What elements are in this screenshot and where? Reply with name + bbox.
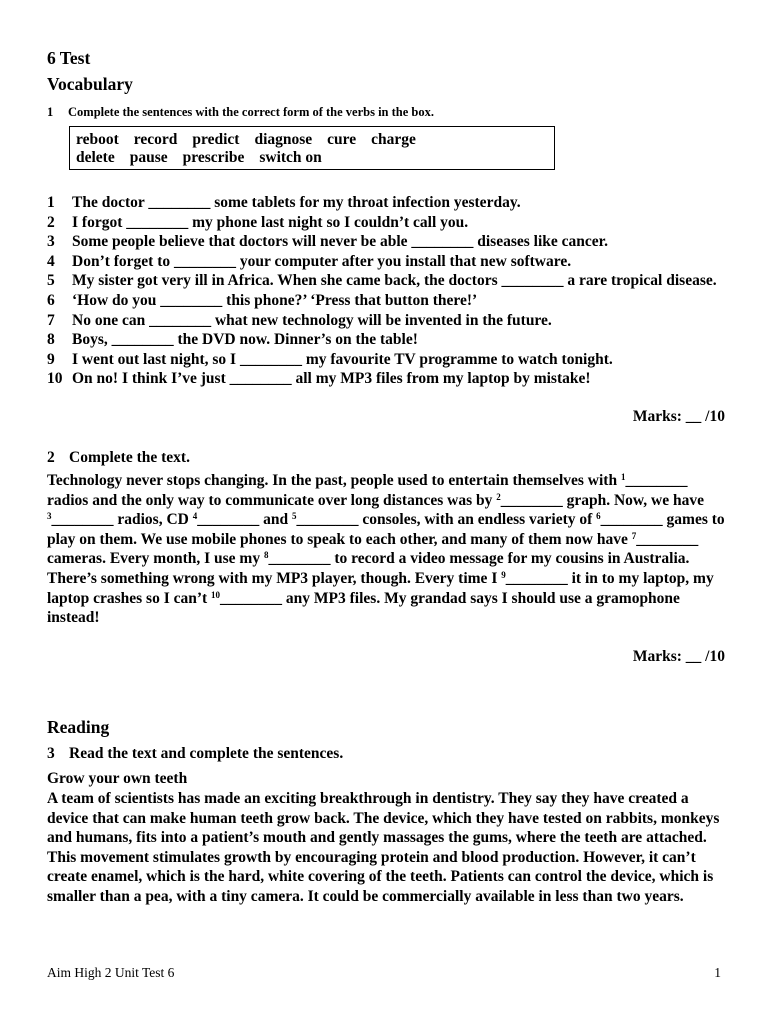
sentence-item bbox=[47, 213, 727, 233]
sentence-number: 5 bbox=[47, 272, 55, 290]
sentence-number: 6 bbox=[47, 291, 55, 309]
word-box-word: switch on bbox=[259, 148, 322, 166]
word-box-word: record bbox=[133, 131, 178, 148]
text-segment: ________ radios and the only way to communicate over long distances was by bbox=[47, 472, 688, 509]
sentence-number: 4 bbox=[47, 252, 55, 270]
gap-number: 9 bbox=[501, 569, 506, 580]
sentence-text: Some people believe that doctors will never be able ________ diseases like cancer. bbox=[72, 233, 608, 251]
gap-number: 7 bbox=[631, 530, 637, 541]
article-body: A team of scientists has made an exciting breakthrough in dentistry. They say they have created a device that can make human teeth grow back. The device, which they have tested on rabbits, monkeys and humans, fits into a patient’s mouth and gently massages the gums, where the teeth are attached. This movement stimulates growth by encouraging protein and blood production. However, it can’t create enamel, which is the hard, white covering of the teeth. Patients can control the device, which is smaller than a pea, with a tiny camera. It could be commercially available in less than two years. bbox=[47, 790, 720, 905]
exercise-1-instruction bbox=[47, 105, 434, 120]
exercise-1-marks: Marks: __ /10 bbox=[632, 408, 725, 425]
text-segment: Technology never stops changing. In the past, people used to entertain themselves with bbox=[47, 472, 621, 489]
sentence-item bbox=[47, 252, 727, 272]
gap-number: 8 bbox=[263, 550, 269, 561]
word-box-word: predict bbox=[192, 131, 240, 148]
sentence-text: On no! I think I’ve just ________ all my MP3 files from my laptop by mistake! bbox=[72, 370, 591, 388]
section-heading-vocabulary: Vocabulary bbox=[47, 74, 133, 94]
word-box-word: delete bbox=[76, 148, 115, 166]
exercise-3-instruction bbox=[47, 745, 343, 763]
gap-number: 3 bbox=[47, 511, 52, 522]
sentence-item bbox=[47, 330, 727, 350]
sentence-text: No one can ________ what new technology will be invented in the future. bbox=[72, 311, 552, 329]
exercise-3-number: 3 bbox=[47, 745, 55, 762]
sentence-text: Don’t forget to ________ your computer after you install that new software. bbox=[72, 252, 572, 270]
text-segment: ________ cameras. Every month, I use my bbox=[47, 530, 699, 568]
exercise-2-marks: Marks: __ /10 bbox=[632, 648, 725, 665]
sentence-item bbox=[47, 232, 727, 252]
sentence-number: 2 bbox=[47, 213, 55, 231]
word-box-row-2 bbox=[76, 149, 548, 167]
sentence-number: 3 bbox=[47, 233, 55, 251]
exercise-2-number: 2 bbox=[47, 449, 55, 466]
exercise-1-sentences bbox=[47, 193, 727, 389]
gap-number: 5 bbox=[291, 511, 297, 522]
sentence-item bbox=[47, 350, 727, 370]
word-box-word: diagnose bbox=[254, 131, 313, 148]
text-segment: ________ games to play on them. We use mobile phones to speak to each other, and many of them now have bbox=[47, 511, 725, 548]
test-title: 6 Test bbox=[47, 48, 91, 68]
gap-number: 4 bbox=[192, 511, 198, 522]
sentence-item bbox=[47, 369, 727, 389]
gap-number: 10 bbox=[211, 589, 221, 600]
sentence-number: 1 bbox=[47, 194, 55, 211]
exercise-3-instruction-text: Read the text and complete the sentences. bbox=[69, 745, 344, 762]
gap-number: 2 bbox=[496, 491, 501, 502]
word-box-word: charge bbox=[371, 131, 416, 148]
sentence-number: 10 bbox=[47, 370, 63, 388]
sentence-item bbox=[47, 311, 727, 331]
sentence-item bbox=[47, 193, 727, 213]
sentence-item bbox=[47, 271, 727, 291]
sentence-text: I forgot ________ my phone last night so I couldn’t call you. bbox=[72, 213, 469, 231]
footer-page-number: 1 bbox=[714, 965, 721, 980]
sentence-number: 8 bbox=[47, 331, 55, 349]
sentence-text: The doctor ________ some tablets for my throat infection yesterday. bbox=[72, 194, 521, 211]
word-box-word: cure bbox=[327, 131, 357, 148]
word-box-word: reboot bbox=[76, 131, 119, 148]
text-segment: ________ graph. Now, we have bbox=[500, 491, 704, 509]
sentence-text: I went out last night, so I ________ my favourite TV programme to watch tonight. bbox=[72, 350, 613, 368]
text-segment: ________ to record a video message for my cousins in Australia. There’s something wrong with my MP3 player, though. Every time I bbox=[47, 550, 690, 587]
worksheet-page bbox=[47, 0, 727, 1024]
gap-number: 6 bbox=[596, 511, 601, 522]
exercise-2-instruction-text: Complete the text. bbox=[69, 449, 190, 466]
word-box-word: pause bbox=[129, 148, 168, 166]
footer-book-title: Aim High 2 Unit Test 6 bbox=[47, 965, 175, 980]
word-box-word: prescribe bbox=[182, 148, 245, 166]
sentence-text: My sister got very ill in Africa. When she came back, the doctors ________ a rare tropical disease. bbox=[72, 272, 717, 290]
exercise-2-text bbox=[47, 471, 727, 628]
gap-number: 1 bbox=[620, 472, 626, 482]
text-segment: ________ radios, CD bbox=[51, 511, 193, 529]
word-box-row-1 bbox=[76, 131, 548, 149]
text-segment: ________ it in to my laptop, my laptop crashes so I can’t bbox=[47, 569, 714, 607]
text-segment: ________ consoles, with an endless variety of bbox=[296, 511, 597, 529]
article-title: Grow your own teeth bbox=[47, 770, 188, 787]
text-segment: ________ any MP3 files. My grandad says I should use a gramophone instead! bbox=[47, 589, 680, 627]
section-heading-reading: Reading bbox=[47, 717, 110, 737]
sentence-text: ‘How do you ________ this phone?’ ‘Press that button there!’ bbox=[72, 291, 478, 309]
exercise-2-instruction bbox=[47, 449, 190, 467]
sentence-number: 7 bbox=[47, 311, 55, 329]
exercise-1-instruction-text: Complete the sentences with the correct form of the verbs in the box. bbox=[68, 105, 435, 119]
text-segment: ________ and bbox=[197, 511, 292, 529]
sentence-text: Boys, ________ the DVD now. Dinner’s on the table! bbox=[72, 331, 418, 349]
word-box bbox=[69, 126, 555, 170]
exercise-1-number: 1 bbox=[47, 105, 54, 119]
sentence-number: 9 bbox=[47, 350, 55, 368]
sentence-item bbox=[47, 291, 727, 311]
